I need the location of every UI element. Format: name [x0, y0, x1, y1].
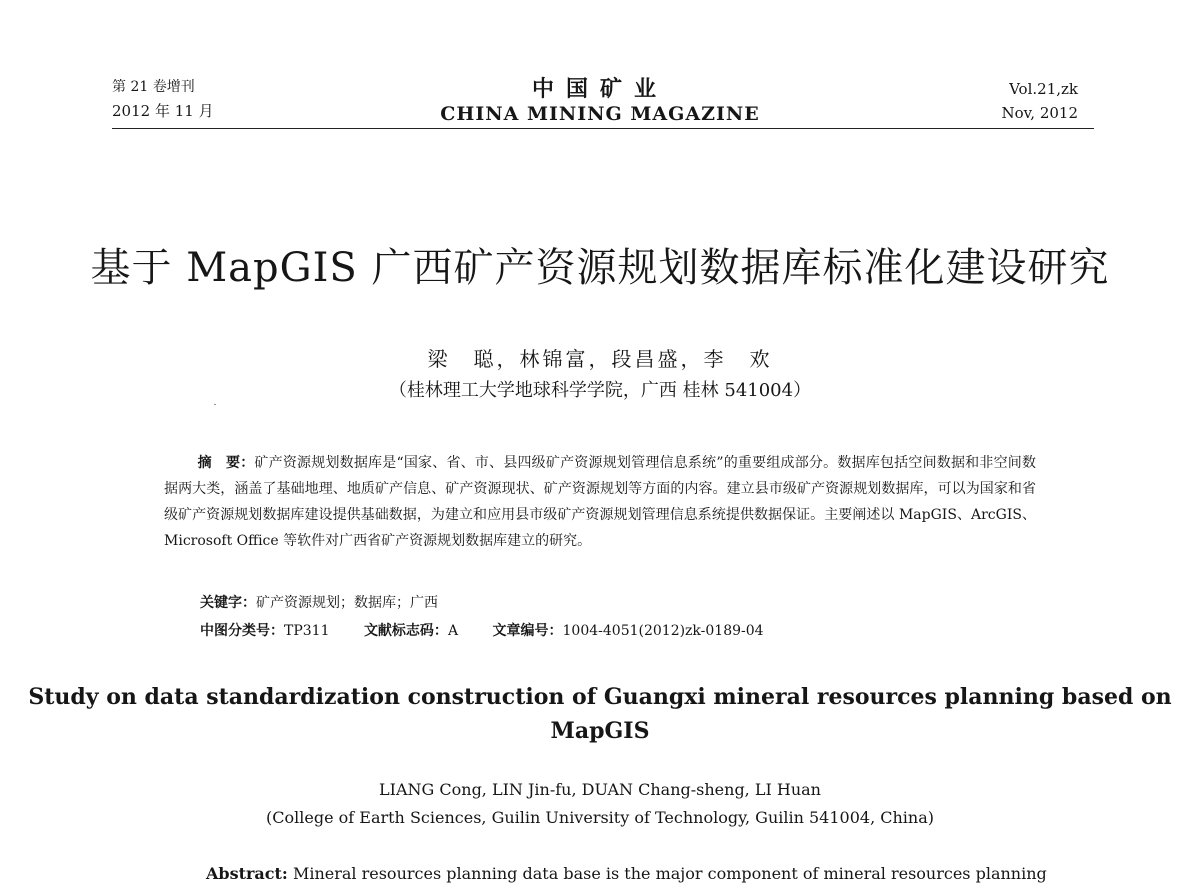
article-no-label: 文章编号：	[492, 623, 563, 639]
affiliation-en: (College of Earth Sciences, Guilin University of Technology, Guilin 541004, China)	[266, 808, 934, 827]
article-no-value: 1004-4051(2012)zk-0189-04	[562, 623, 764, 639]
volume-en: Vol.21,zk	[1009, 80, 1078, 98]
doc-code-label: 文献标志码：	[363, 623, 448, 639]
keywords-label-cn: 关键字：	[200, 595, 256, 611]
abstract-label-en: Abstract:	[206, 864, 288, 883]
clc-value: TP311	[284, 623, 330, 639]
date-en: Nov, 2012	[1001, 104, 1078, 122]
keywords-cn	[200, 592, 438, 612]
affiliation-cn: （桂林理工大学地球科学学院，广西 桂林 541004）	[388, 380, 812, 401]
keywords-text-cn: 矿产资源规划；数据库；广西	[256, 595, 438, 611]
doc-code-value: A	[447, 623, 459, 639]
volume-cn: 第 21 卷增刊	[112, 79, 195, 95]
abstract-text-en: Mineral resources planning data base is the major component of mineral resources planning	[292, 864, 1047, 883]
abstract-cn	[164, 450, 1036, 554]
classification-line	[200, 620, 764, 640]
abstract-text-cn: 矿产资源规划数据库是“国家、省、市、县四级矿产资源规划管理信息系统”的重要组成部分。数据库包括空间数据和非空间数据两大类，涵盖了基础地理、地质矿产信息、矿产资源现状、矿产资源规划等方面的内容。建立县市级矿产资源规划数据库，可以为国家和省级矿产资源规划数据库建设提供基础数据，为建立和应用县市级矿产资源规划管理信息系统提供数据保证。主要阐述以 MapGIS、ArcGIS、Microsoft Office 等软件对广西省矿产资源规划数据库建立的研究。	[164, 455, 1037, 549]
date-cn: 2012 年 11 月	[112, 102, 214, 120]
scan-speck	[214, 404, 216, 405]
abstract-label-cn: 摘 要：	[197, 455, 255, 471]
clc-label: 中图分类号：	[200, 623, 284, 639]
journal-title-cn: 中国矿业	[531, 76, 668, 102]
authors-en: LIANG Cong, LIN Jin-fu, DUAN Chang-sheng, LI Huan	[379, 780, 821, 799]
journal-title-en: CHINA MINING MAGAZINE	[440, 103, 760, 125]
article-title-cn: 基于 MapGIS 广西矿产资源规划数据库标准化建设研究	[90, 245, 1110, 291]
abstract-en	[206, 864, 1047, 883]
header-rule	[112, 128, 1094, 129]
authors-cn: 梁 聪，林锦富，段昌盛，李 欢	[427, 347, 773, 371]
article-title-en: Study on data standardization construction of Guangxi mineral resources planning based on MapGIS	[28, 684, 1172, 744]
